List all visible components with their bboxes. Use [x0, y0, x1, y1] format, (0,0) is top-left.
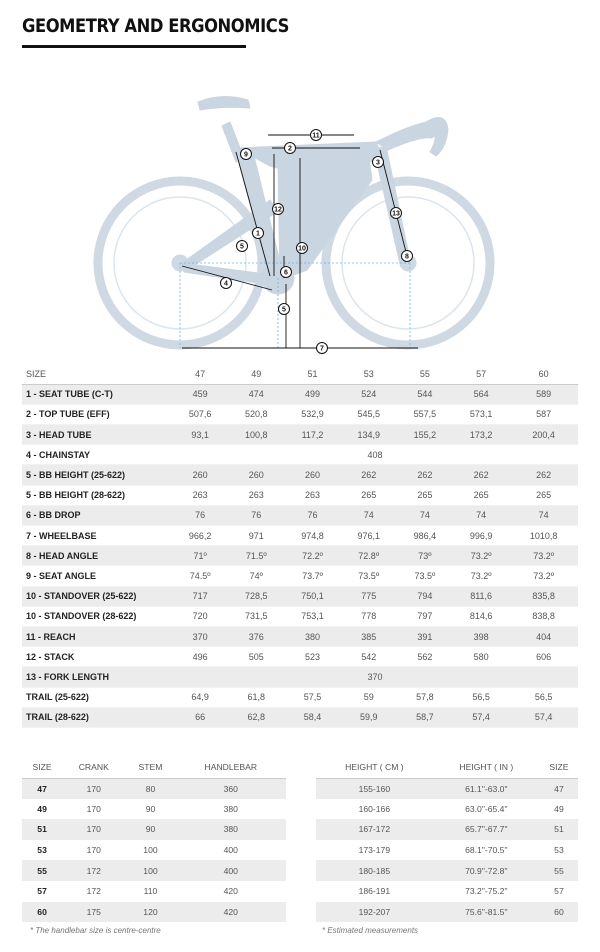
table-row — [316, 819, 578, 840]
measurement-value: 260 — [228, 465, 284, 485]
measurement-label: 3 - HEAD TUBE — [22, 425, 172, 445]
table-cell: 186-191 — [358, 886, 391, 897]
measurement-value: 74 — [509, 505, 578, 525]
measurement-label: 1 - SEAT TUBE (C-T) — [22, 384, 172, 404]
table-cell: 57 — [37, 886, 47, 897]
measurement-value: 499 — [284, 384, 340, 404]
table-cell: 100 — [143, 845, 158, 856]
table-cell: 55 — [540, 860, 578, 881]
size-col-header: 55 — [397, 364, 453, 384]
table-row — [316, 881, 578, 902]
measurement-value: 263 — [172, 485, 228, 505]
measurement-value: 57,5 — [284, 687, 340, 707]
measurement-value: 265 — [453, 485, 509, 505]
measurement-value: 524 — [341, 384, 397, 404]
measurement-label: 10 - STANDOVER (25-622) — [22, 586, 172, 606]
measurement-value: 731,5 — [228, 606, 284, 626]
components-col-header: CRANK — [62, 756, 125, 778]
svg-text:5: 5 — [240, 243, 244, 251]
measurement-value: 794 — [397, 586, 453, 606]
measurement-value: 56,5 — [453, 687, 509, 707]
measurement-value: 562 — [397, 647, 453, 667]
table-cell: 53 — [554, 845, 564, 856]
height-header-row — [316, 756, 578, 778]
table-row — [22, 505, 578, 525]
table-cell: 420 — [223, 886, 238, 897]
measurement-value: 58,4 — [284, 707, 340, 727]
measurement-value: 59 — [341, 687, 397, 707]
measurement-value: 996,9 — [453, 526, 509, 546]
table-cell: 172 — [62, 860, 125, 881]
measurement-value: 750,1 — [284, 586, 340, 606]
measurement-value: 544 — [397, 384, 453, 404]
size-col-header: 53 — [341, 364, 397, 384]
measurement-value: 974,8 — [284, 526, 340, 546]
measurement-value: 73.2º — [509, 546, 578, 566]
marker-5 — [279, 304, 290, 315]
svg-text:3: 3 — [376, 159, 380, 167]
measurement-value: 76 — [172, 505, 228, 525]
marker-3 — [373, 157, 384, 168]
table-row — [316, 840, 578, 861]
measurement-value: 57,4 — [509, 707, 578, 727]
measurement-label: 10 - STANDOVER (28-622) — [22, 606, 172, 626]
measurement-value: 74.5º — [172, 566, 228, 586]
table-row — [316, 860, 578, 881]
svg-text:1: 1 — [256, 230, 260, 238]
measurement-value: 496 — [172, 647, 228, 667]
table-row — [22, 425, 578, 445]
table-cell: 192-207 — [316, 902, 433, 923]
measurement-value: 260 — [284, 465, 340, 485]
measurement-value: 971 — [228, 526, 284, 546]
measurement-value: 580 — [453, 647, 509, 667]
marker-7 — [317, 343, 328, 354]
measurement-value: 74 — [453, 505, 509, 525]
measurement-value: 398 — [453, 626, 509, 646]
measurement-value: 73.2º — [509, 566, 578, 586]
measurement-label: TRAIL (25-622) — [22, 687, 172, 707]
bike-illustration — [22, 80, 578, 360]
table-row — [22, 687, 578, 707]
measurement-value: 370 — [172, 626, 228, 646]
table-cell: 380 — [223, 803, 238, 814]
components-table — [22, 756, 286, 922]
table-cell: 51 — [22, 819, 62, 840]
measurement-value: 811,6 — [453, 586, 509, 606]
table-row — [22, 626, 578, 646]
components-col-header: STEM — [125, 756, 175, 778]
size-col-header: 60 — [509, 364, 578, 384]
measurement-value: 589 — [509, 384, 578, 404]
table-row — [22, 485, 578, 505]
measurement-value: 74º — [228, 566, 284, 586]
measurement-value: 720 — [172, 606, 228, 626]
measurement-value: 391 — [397, 626, 453, 646]
table-cell: 167-172 — [316, 819, 433, 840]
components-table-body — [22, 778, 286, 922]
table-cell: 360 — [176, 778, 286, 799]
measurement-value: 385 — [341, 626, 397, 646]
measurement-value: 775 — [341, 586, 397, 606]
size-header: SIZE — [22, 364, 172, 384]
height-col-header: HEIGHT ( CM ) — [316, 756, 433, 778]
measurement-value: 408 — [172, 445, 578, 465]
components-col-header: SIZE — [22, 756, 62, 778]
marker-1 — [253, 228, 264, 239]
title-underline — [22, 45, 246, 48]
svg-text:8: 8 — [405, 253, 409, 261]
measurement-value: 100,8 — [228, 425, 284, 445]
measurement-value: 265 — [397, 485, 453, 505]
measurement-value: 587 — [509, 404, 578, 424]
table-row — [22, 881, 286, 902]
measurement-value: 57,8 — [397, 687, 453, 707]
table-cell: 61.1"-63.0" — [433, 778, 540, 799]
measurement-value: 262 — [397, 465, 453, 485]
table-cell: 60 — [540, 902, 578, 923]
measurement-value: 728,5 — [228, 586, 284, 606]
table-cell: 155-160 — [316, 778, 433, 799]
height-col-header: HEIGHT ( IN ) — [433, 756, 540, 778]
measurement-value: 134,9 — [341, 425, 397, 445]
marker-13 — [391, 208, 402, 219]
table-cell: 65.7"-67.7" — [433, 819, 540, 840]
measurement-value: 545,5 — [341, 404, 397, 424]
marker-5-seat — [237, 241, 248, 252]
table-row — [22, 566, 578, 586]
size-col-header: 57 — [453, 364, 509, 384]
table-row — [22, 465, 578, 485]
table-row — [22, 707, 578, 727]
measurement-value: 73.7º — [284, 566, 340, 586]
table-row — [22, 860, 286, 881]
measurement-value: 507,6 — [172, 404, 228, 424]
title-block — [22, 14, 289, 48]
measurement-value: 71º — [172, 546, 228, 566]
table-cell: 90 — [125, 819, 175, 840]
svg-text:2: 2 — [288, 145, 292, 153]
table-row — [22, 667, 578, 687]
svg-text:7: 7 — [320, 345, 324, 353]
measurement-value: 966,2 — [172, 526, 228, 546]
table-cell: 63.0"-65.4" — [465, 803, 508, 814]
size-col-header: 51 — [284, 364, 340, 384]
measurement-value: 263 — [228, 485, 284, 505]
measurement-value: 814,6 — [453, 606, 509, 626]
table-cell: 170 — [62, 819, 125, 840]
measurement-value: 564 — [453, 384, 509, 404]
measurement-value: 58,7 — [397, 707, 453, 727]
components-col-header: HANDLEBAR — [176, 756, 286, 778]
measurement-value: 61,8 — [228, 687, 284, 707]
measurement-value: 986,4 — [397, 526, 453, 546]
measurement-value: 173,2 — [453, 425, 509, 445]
measurement-value: 1010,8 — [509, 526, 578, 546]
measurement-value: 265 — [341, 485, 397, 505]
table-row — [22, 404, 578, 424]
table-row — [22, 546, 578, 566]
marker-8 — [402, 251, 413, 262]
marker-4 — [221, 278, 232, 289]
table-cell: 57 — [554, 886, 564, 897]
marker-12 — [273, 204, 284, 215]
marker-11 — [311, 130, 322, 141]
measurement-value: 505 — [228, 647, 284, 667]
measurement-label: 5 - BB HEIGHT (25-622) — [22, 465, 172, 485]
measurement-value: 573,1 — [453, 404, 509, 424]
svg-text:11: 11 — [312, 132, 320, 140]
table-cell: 172 — [86, 886, 101, 897]
measurement-value: 532,9 — [284, 404, 340, 424]
table-row — [22, 384, 578, 404]
measurement-label: 7 - WHEELBASE — [22, 526, 172, 546]
measurement-value: 74 — [397, 505, 453, 525]
measurement-value: 520,8 — [228, 404, 284, 424]
table-cell: 400 — [223, 845, 238, 856]
measurement-value: 72.2º — [284, 546, 340, 566]
measurement-label: 5 - BB HEIGHT (28-622) — [22, 485, 172, 505]
table-row — [22, 445, 578, 465]
measurement-value: 797 — [397, 606, 453, 626]
measurement-value: 474 — [228, 384, 284, 404]
rider-height-table — [316, 756, 578, 922]
measurement-value: 380 — [284, 626, 340, 646]
table-row — [22, 526, 578, 546]
measurement-value: 835,8 — [509, 586, 578, 606]
components-header-row — [22, 756, 286, 778]
table-row — [22, 799, 286, 820]
measurement-value: 260 — [172, 465, 228, 485]
measurement-label: TRAIL (28-622) — [22, 707, 172, 727]
measurement-value: 56,5 — [509, 687, 578, 707]
table-row — [22, 778, 286, 799]
measurement-value: 64,9 — [172, 687, 228, 707]
measurement-value: 155,2 — [397, 425, 453, 445]
measurement-value: 73.2º — [453, 546, 509, 566]
table-row — [316, 799, 578, 820]
svg-text:10: 10 — [298, 245, 306, 253]
measurement-label: 2 - TOP TUBE (EFF) — [22, 404, 172, 424]
table-cell: 55 — [22, 860, 62, 881]
table-cell: 60 — [22, 902, 62, 923]
marker-6 — [281, 267, 292, 278]
height-table-body — [316, 778, 578, 922]
table-cell: 170 — [62, 778, 125, 799]
table-row — [22, 586, 578, 606]
measurement-value: 73.5º — [341, 566, 397, 586]
measurement-value: 73.5º — [397, 566, 453, 586]
geometry-table — [22, 364, 578, 728]
table-cell: 80 — [125, 778, 175, 799]
measurement-value: 262 — [341, 465, 397, 485]
svg-text:5: 5 — [282, 306, 286, 314]
measurement-value: 262 — [453, 465, 509, 485]
table-cell: 47 — [540, 778, 578, 799]
svg-text:13: 13 — [392, 210, 400, 218]
measurement-value: 265 — [509, 485, 578, 505]
table-cell: 70.9"-72.8" — [433, 860, 540, 881]
marker-2 — [285, 143, 296, 154]
measurement-value: 73º — [397, 546, 453, 566]
table-cell: 170 — [86, 803, 101, 814]
measurement-value: 459 — [172, 384, 228, 404]
measurement-value: 557,5 — [397, 404, 453, 424]
measurement-value: 262 — [509, 465, 578, 485]
svg-text:4: 4 — [224, 280, 228, 288]
measurement-value: 523 — [284, 647, 340, 667]
measurement-value: 542 — [341, 647, 397, 667]
table-cell: 47 — [22, 778, 62, 799]
measurement-value: 72.8º — [341, 546, 397, 566]
measurement-value: 76 — [228, 505, 284, 525]
table-cell: 173-179 — [358, 845, 391, 856]
measurement-label: 6 - BB DROP — [22, 505, 172, 525]
table-cell: 420 — [176, 902, 286, 923]
measurement-value: 59,9 — [341, 707, 397, 727]
handlebar-note: * The handlebar size is centre-centre — [30, 926, 161, 935]
measurement-value: 606 — [509, 647, 578, 667]
measurement-value: 838,8 — [509, 606, 578, 626]
table-cell: 49 — [37, 803, 47, 814]
table-cell: 160-166 — [358, 803, 391, 814]
bike-geometry-diagram — [22, 80, 578, 360]
table-cell: 380 — [176, 819, 286, 840]
measurement-value: 404 — [509, 626, 578, 646]
table-cell: 49 — [554, 803, 564, 814]
measurement-value: 263 — [284, 485, 340, 505]
svg-text:9: 9 — [244, 151, 248, 159]
table-row — [22, 819, 286, 840]
measurement-value: 717 — [172, 586, 228, 606]
marker-9 — [241, 149, 252, 160]
measurement-value: 62,8 — [228, 707, 284, 727]
measurement-label: 9 - SEAT ANGLE — [22, 566, 172, 586]
measurement-label: 13 - FORK LENGTH — [22, 667, 172, 687]
table-cell: 400 — [176, 860, 286, 881]
svg-text:12: 12 — [274, 206, 282, 214]
measurement-value: 76 — [284, 505, 340, 525]
measurement-value: 200,4 — [509, 425, 578, 445]
measurement-value: 117,2 — [284, 425, 340, 445]
measurement-value: 57,4 — [453, 707, 509, 727]
table-row — [22, 647, 578, 667]
table-row — [22, 840, 286, 861]
table-row — [22, 902, 286, 923]
table-row — [316, 902, 578, 923]
svg-text:6: 6 — [284, 269, 288, 277]
marker-10 — [297, 243, 308, 254]
measurement-value: 66 — [172, 707, 228, 727]
measurement-value: 376 — [228, 626, 284, 646]
table-cell: 68.1"-70.5" — [465, 845, 508, 856]
table-cell: 51 — [540, 819, 578, 840]
table-cell: 100 — [125, 860, 175, 881]
measurement-label: 8 - HEAD ANGLE — [22, 546, 172, 566]
table-cell: 73.2"-75.2" — [465, 886, 508, 897]
page-title: GEOMETRY AND ERGONOMICS — [22, 15, 289, 37]
table-row — [316, 778, 578, 799]
size-col-header: 49 — [228, 364, 284, 384]
size-col-header: 47 — [172, 364, 228, 384]
height-col-header: SIZE — [540, 756, 578, 778]
table-cell: 90 — [145, 803, 156, 814]
measurement-value: 74 — [341, 505, 397, 525]
measurement-value: 73.2º — [453, 566, 509, 586]
measurement-value: 778 — [341, 606, 397, 626]
measurement-value: 370 — [172, 667, 578, 687]
table-cell: 53 — [37, 845, 47, 856]
measurement-value: 71.5º — [228, 546, 284, 566]
table-cell: 110 — [143, 886, 158, 897]
measurement-value: 976,1 — [341, 526, 397, 546]
table-cell: 170 — [86, 845, 101, 856]
estimate-note: * Estimated measurements — [322, 926, 419, 935]
measurement-label: 12 - STACK — [22, 647, 172, 667]
measurement-label: 4 - CHAINSTAY — [22, 445, 172, 465]
geometry-header-row — [22, 364, 578, 384]
measurement-value: 753,1 — [284, 606, 340, 626]
geometry-table-body — [22, 384, 578, 727]
table-row — [22, 606, 578, 626]
table-cell: 120 — [125, 902, 175, 923]
table-cell: 75.6"-81.5" — [433, 902, 540, 923]
measurement-label: 11 - REACH — [22, 626, 172, 646]
measurement-value: 93,1 — [172, 425, 228, 445]
table-cell: 180-185 — [316, 860, 433, 881]
table-cell: 175 — [62, 902, 125, 923]
